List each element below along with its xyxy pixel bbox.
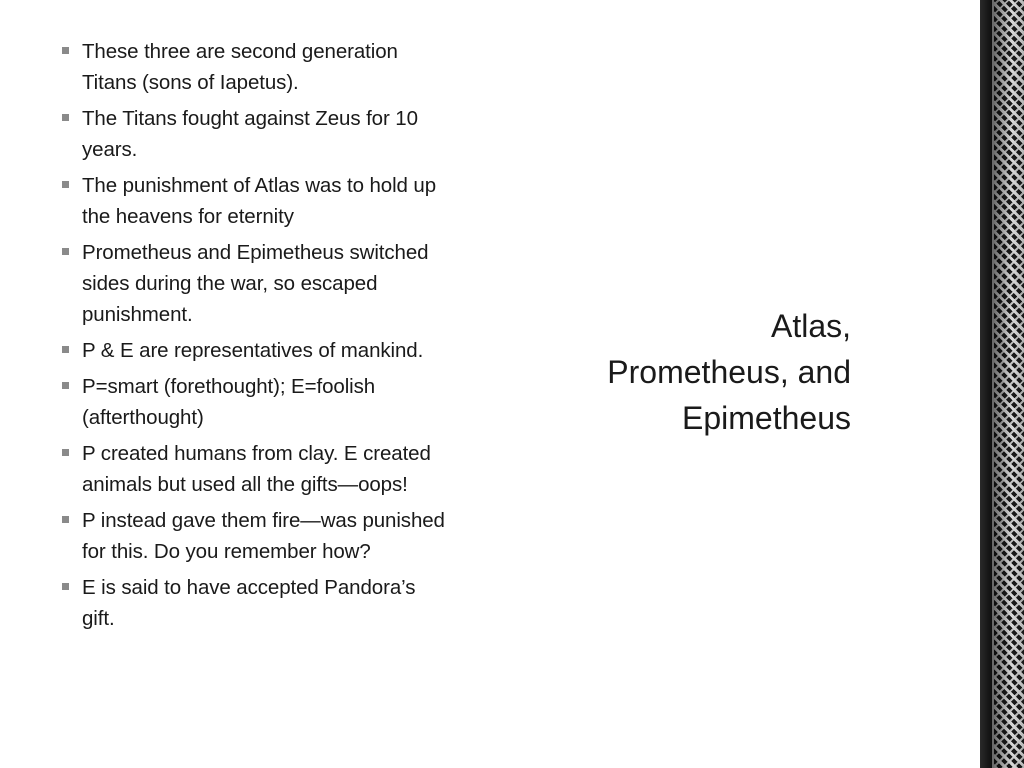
square-bullet-icon bbox=[62, 248, 69, 255]
slide-bullet-list bbox=[62, 36, 450, 639]
bullet-text: P instead gave them fire—was punished for this. Do you remember how? bbox=[82, 509, 445, 563]
bullet-text: The punishment of Atlas was to hold up the heavens for eternity bbox=[82, 174, 437, 228]
square-bullet-icon bbox=[62, 449, 69, 456]
slide-title-line: Prometheus, and bbox=[607, 354, 851, 390]
bullet-text: P created humans from clay. E created animals but used all the gifts—oops! bbox=[82, 442, 431, 496]
bullet-item bbox=[62, 103, 450, 165]
bullet-text: E is said to have accepted Pandora’s gift. bbox=[82, 576, 416, 630]
square-bullet-icon bbox=[62, 583, 69, 590]
slide-title-line: Atlas, bbox=[770, 308, 851, 344]
square-bullet-icon bbox=[62, 382, 69, 389]
bullet-text: Prometheus and Epimetheus switched sides during the war, so escaped punishment. bbox=[82, 241, 429, 326]
slide-title-line: Epimetheus bbox=[682, 400, 851, 436]
decorative-band-shade bbox=[994, 0, 1024, 768]
bullet-text: P & E are representatives of mankind. bbox=[82, 339, 424, 362]
bullet-item bbox=[62, 572, 450, 634]
bullet-item bbox=[62, 237, 450, 330]
bullet-text: These three are second generation Titans (sons of Iapetus). bbox=[82, 40, 398, 94]
bullet-item bbox=[62, 505, 450, 567]
bullet-item bbox=[62, 438, 450, 500]
square-bullet-icon bbox=[62, 47, 69, 54]
square-bullet-icon bbox=[62, 516, 69, 523]
bullet-text: The Titans fought against Zeus for 10 years. bbox=[82, 107, 418, 161]
square-bullet-icon bbox=[62, 114, 69, 121]
bullet-item bbox=[62, 170, 450, 232]
slide-title bbox=[531, 303, 851, 441]
bullet-item bbox=[62, 335, 450, 366]
bullet-item bbox=[62, 36, 450, 98]
square-bullet-icon bbox=[62, 181, 69, 188]
bullet-text: P=smart (forethought); E=foolish (afterthought) bbox=[82, 375, 376, 429]
bullet-item bbox=[62, 371, 450, 433]
square-bullet-icon bbox=[62, 346, 69, 353]
decorative-band-dark bbox=[980, 0, 992, 768]
